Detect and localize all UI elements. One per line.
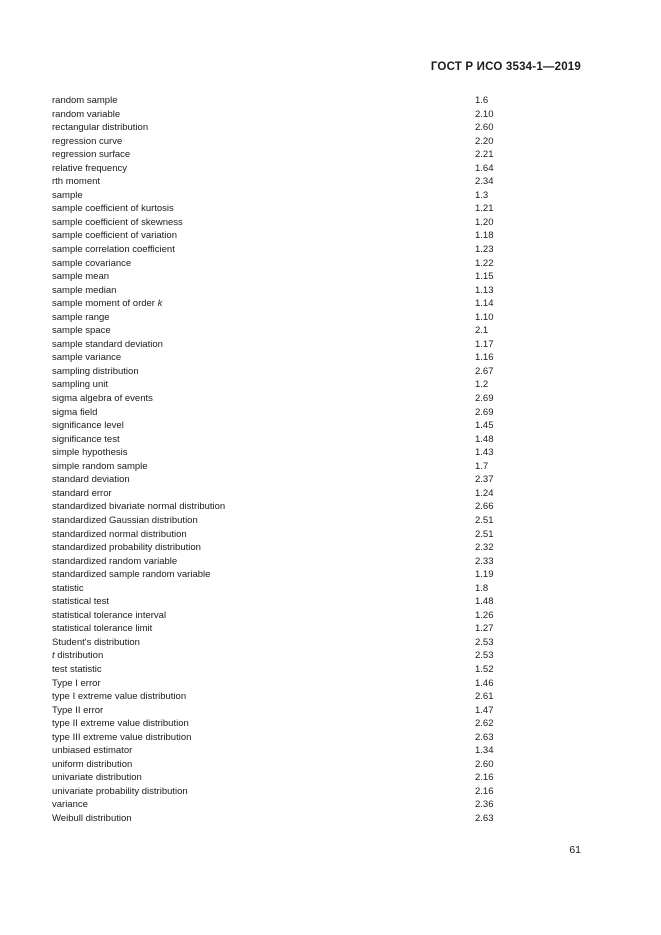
index-term bbox=[52, 162, 127, 176]
index-entry bbox=[52, 365, 512, 379]
index-entry bbox=[52, 446, 512, 460]
index-term-text: sample standard deviation bbox=[52, 338, 163, 350]
index-ref: 2.21 bbox=[475, 149, 494, 161]
index-term bbox=[52, 257, 131, 271]
index-ref: 2.37 bbox=[475, 474, 494, 486]
index-ref: 1.20 bbox=[475, 216, 494, 228]
index-ref: 2.63 bbox=[475, 731, 494, 743]
index-term-text: sample variance bbox=[52, 352, 122, 364]
index-ref: 1.19 bbox=[475, 569, 494, 581]
index-ref: 2.32 bbox=[475, 542, 494, 554]
index-ref: 2.66 bbox=[475, 501, 494, 513]
index-ref: 2.63 bbox=[475, 812, 494, 824]
index-entry bbox=[52, 568, 512, 582]
index-term-italic: t bbox=[52, 650, 55, 662]
index-term-text: statistical tolerance interval bbox=[52, 609, 167, 621]
index-ref: 2.34 bbox=[475, 176, 494, 188]
index-term-text: rth moment bbox=[52, 176, 101, 188]
index-entry bbox=[52, 609, 512, 623]
index-entry bbox=[52, 555, 512, 569]
index-term-text: sample median bbox=[52, 284, 117, 296]
index-term bbox=[52, 731, 191, 745]
index-entry bbox=[52, 392, 512, 406]
index-entry bbox=[52, 798, 512, 812]
index-term-text: random variable bbox=[52, 108, 121, 120]
index-term-text: sample moment of order bbox=[52, 298, 158, 310]
index-term bbox=[52, 94, 117, 108]
index-ref: 2.62 bbox=[475, 718, 494, 730]
index-ref: 1.23 bbox=[475, 244, 494, 256]
index-entry bbox=[52, 324, 512, 338]
index-entry bbox=[52, 406, 512, 420]
index-term-text: univariate distribution bbox=[52, 772, 142, 784]
index-term bbox=[52, 528, 187, 542]
index-term-text: test statistic bbox=[52, 663, 102, 675]
index-ref: 2.10 bbox=[475, 108, 494, 120]
index-entry bbox=[52, 94, 512, 108]
index-term bbox=[52, 338, 163, 352]
index-term bbox=[52, 541, 201, 555]
index-entry bbox=[52, 108, 512, 122]
index-entry bbox=[52, 148, 512, 162]
index-term bbox=[52, 229, 177, 243]
index-term-text: sample mean bbox=[52, 271, 110, 283]
index-entry bbox=[52, 582, 512, 596]
index-term-text: significance level bbox=[52, 420, 124, 432]
index-entry bbox=[52, 487, 512, 501]
index-term-text: significance test bbox=[52, 433, 120, 445]
index-term-text: simple random sample bbox=[52, 460, 148, 472]
index-term-text: simple hypothesis bbox=[52, 447, 128, 459]
index-entry bbox=[52, 690, 512, 704]
index-entry bbox=[52, 229, 512, 243]
index-entry bbox=[52, 677, 512, 691]
index-entry bbox=[52, 785, 512, 799]
index-term bbox=[52, 202, 174, 216]
index-term bbox=[52, 487, 112, 501]
index-term-text: univariate probability distribution bbox=[52, 785, 188, 797]
index-term bbox=[52, 636, 140, 650]
index-term-text: standardized random variable bbox=[52, 555, 178, 567]
index-term bbox=[52, 663, 102, 677]
index-term bbox=[52, 798, 88, 812]
index-term-text: type III extreme value distribution bbox=[52, 731, 192, 743]
index-term-text: sample range bbox=[52, 311, 110, 323]
index-ref: 1.48 bbox=[475, 596, 494, 608]
index-term bbox=[52, 297, 162, 311]
index-ref: 1.18 bbox=[475, 230, 494, 242]
index-term bbox=[52, 406, 97, 420]
index-term-text: sigma field bbox=[52, 406, 98, 418]
index-ref: 2.1 bbox=[475, 325, 489, 337]
index-term bbox=[52, 473, 130, 487]
index-entry bbox=[52, 731, 512, 745]
index-ref: 1.3 bbox=[475, 189, 489, 201]
index-term bbox=[52, 704, 103, 718]
index-entry bbox=[52, 744, 512, 758]
index-term bbox=[52, 419, 124, 433]
index-ref: 1.52 bbox=[475, 663, 494, 675]
index-term bbox=[52, 446, 128, 460]
index-ref: 1.6 bbox=[475, 95, 489, 106]
index-term-text: standardized sample random variable bbox=[52, 569, 211, 581]
index-term bbox=[52, 677, 101, 691]
index-term bbox=[52, 568, 210, 582]
index-term-text: type I extreme value distribution bbox=[52, 691, 187, 703]
index-term-text: Type I error bbox=[52, 677, 101, 689]
index-ref: 1.46 bbox=[475, 677, 494, 689]
index-term-text: regression surface bbox=[52, 149, 131, 161]
index-entry bbox=[52, 175, 512, 189]
index-ref: 1.27 bbox=[475, 623, 494, 635]
index-term bbox=[52, 392, 153, 406]
index-term-text: rectangular distribution bbox=[52, 122, 149, 134]
index-term-text: Type II error bbox=[52, 704, 104, 716]
index-term bbox=[52, 243, 175, 257]
index-term bbox=[52, 758, 132, 772]
index-ref: 2.51 bbox=[475, 514, 494, 526]
index-term-text: sample coefficient of skewness bbox=[52, 216, 183, 228]
index-entry bbox=[52, 297, 512, 311]
index-term-text: sample correlation coefficient bbox=[52, 244, 175, 256]
index-term-text: sample covariance bbox=[52, 257, 132, 269]
index-ref: 1.13 bbox=[475, 284, 494, 296]
index-term-text: sample bbox=[52, 189, 83, 201]
index-entry bbox=[52, 473, 512, 487]
index-ref: 2.69 bbox=[475, 406, 494, 418]
index-term bbox=[52, 108, 120, 122]
index-ref: 2.20 bbox=[475, 135, 494, 147]
index-term-text: sigma algebra of events bbox=[52, 393, 153, 405]
index-entry bbox=[52, 338, 512, 352]
index-entry bbox=[52, 121, 512, 135]
index-term-text: variance bbox=[52, 799, 88, 811]
index-ref: 2.33 bbox=[475, 555, 494, 567]
index-ref: 1.21 bbox=[475, 203, 494, 215]
index-term-text: distribution bbox=[54, 650, 104, 662]
index-term-text: regression curve bbox=[52, 135, 123, 147]
index-ref: 1.47 bbox=[475, 704, 494, 716]
index-term-text: sampling unit bbox=[52, 379, 108, 391]
document-header: ГОСТ Р ИСО 3534-1—2019 bbox=[430, 61, 581, 73]
index-term bbox=[52, 311, 110, 325]
index-entry bbox=[52, 758, 512, 772]
index-term bbox=[52, 175, 100, 189]
index-ref: 1.34 bbox=[475, 745, 494, 757]
index-term-text: standardized bivariate normal distribution bbox=[52, 501, 226, 513]
index-list bbox=[52, 94, 512, 826]
index-term-text: sampling distribution bbox=[52, 365, 139, 377]
index-term bbox=[52, 270, 109, 284]
index-term bbox=[52, 555, 177, 569]
index-ref: 1.22 bbox=[475, 257, 494, 269]
index-term-text: standardized Gaussian distribution bbox=[52, 514, 198, 526]
index-entry bbox=[52, 378, 512, 392]
index-term-text: uniform distribution bbox=[52, 758, 133, 770]
index-ref: 1.10 bbox=[475, 311, 494, 323]
index-entry bbox=[52, 663, 512, 677]
index-entry bbox=[52, 812, 512, 826]
index-entry bbox=[52, 135, 512, 149]
index-term bbox=[52, 365, 139, 379]
index-ref: 2.16 bbox=[475, 772, 494, 784]
index-entry bbox=[52, 636, 512, 650]
index-term bbox=[52, 216, 183, 230]
index-ref: 1.45 bbox=[475, 420, 494, 432]
index-entry bbox=[52, 622, 512, 636]
index-term bbox=[52, 378, 108, 392]
index-ref: 1.64 bbox=[475, 162, 494, 174]
index-ref: 1.43 bbox=[475, 447, 494, 459]
index-entry bbox=[52, 216, 512, 230]
index-term bbox=[52, 690, 186, 704]
index-ref: 2.69 bbox=[475, 393, 494, 405]
index-ref: 1.15 bbox=[475, 271, 494, 283]
index-entry bbox=[52, 460, 512, 474]
index-entry bbox=[52, 514, 512, 528]
index-entry bbox=[52, 528, 512, 542]
index-ref: 1.17 bbox=[475, 338, 494, 350]
index-term bbox=[52, 622, 152, 636]
index-term-text: Student's distribution bbox=[52, 636, 140, 648]
index-term bbox=[52, 460, 148, 474]
index-term-text: standardized probability distribution bbox=[52, 542, 201, 554]
index-term bbox=[52, 189, 83, 203]
index-ref: 2.60 bbox=[475, 758, 494, 770]
index-term-text: sample coefficient of variation bbox=[52, 230, 177, 242]
index-entry bbox=[52, 500, 512, 514]
index-entry bbox=[52, 419, 512, 433]
index-ref: 2.61 bbox=[475, 691, 494, 703]
index-ref: 2.16 bbox=[475, 785, 494, 797]
index-term-text: standard deviation bbox=[52, 474, 130, 486]
index-entry bbox=[52, 311, 512, 325]
index-term bbox=[52, 135, 122, 149]
index-ref: 1.2 bbox=[475, 379, 489, 391]
index-term bbox=[52, 324, 111, 338]
index-term bbox=[52, 500, 225, 514]
index-term bbox=[52, 717, 189, 731]
index-term-text: sample coefficient of kurtosis bbox=[52, 203, 174, 215]
index-term-text: unbiased estimator bbox=[52, 745, 133, 757]
index-ref: 2.51 bbox=[475, 528, 494, 540]
page-number: 61 bbox=[569, 844, 581, 856]
index-entry bbox=[52, 717, 512, 731]
index-ref: 1.16 bbox=[475, 352, 494, 364]
index-term-text: sample space bbox=[52, 325, 111, 337]
index-ref: 2.36 bbox=[475, 799, 494, 811]
index-entry bbox=[52, 351, 512, 365]
index-entry bbox=[52, 433, 512, 447]
index-term bbox=[52, 351, 121, 365]
index-term-text: type II extreme value distribution bbox=[52, 718, 189, 730]
index-term bbox=[52, 812, 132, 826]
index-ref: 1.48 bbox=[475, 433, 494, 445]
index-entry bbox=[52, 162, 512, 176]
index-term-text: relative frequency bbox=[52, 162, 127, 174]
index-ref: 1.26 bbox=[475, 609, 494, 621]
index-term bbox=[52, 121, 148, 135]
index-term bbox=[52, 433, 120, 447]
index-term bbox=[52, 649, 103, 663]
index-term bbox=[52, 148, 130, 162]
index-entry bbox=[52, 771, 512, 785]
index-entry bbox=[52, 649, 512, 663]
index-entry bbox=[52, 257, 512, 271]
index-term-text: statistical tolerance limit bbox=[52, 623, 153, 635]
index-term bbox=[52, 514, 198, 528]
index-entry bbox=[52, 270, 512, 284]
index-entry bbox=[52, 243, 512, 257]
index-term-text: random sample bbox=[52, 95, 118, 106]
index-entry bbox=[52, 704, 512, 718]
index-entry bbox=[52, 284, 512, 298]
index-term bbox=[52, 785, 188, 799]
index-ref: 1.24 bbox=[475, 487, 494, 499]
index-term bbox=[52, 595, 109, 609]
index-entry bbox=[52, 189, 512, 203]
index-ref: 1.7 bbox=[475, 460, 489, 472]
index-term bbox=[52, 284, 116, 298]
index-term-text: Weibull distribution bbox=[52, 812, 132, 824]
index-term bbox=[52, 771, 142, 785]
index-term-text: standardized normal distribution bbox=[52, 528, 187, 540]
index-entry bbox=[52, 595, 512, 609]
index-ref: 2.67 bbox=[475, 365, 494, 377]
index-term-text: standard error bbox=[52, 487, 112, 499]
index-ref: 1.8 bbox=[475, 582, 489, 594]
index-term bbox=[52, 609, 166, 623]
index-ref: 2.53 bbox=[475, 636, 494, 648]
index-term-text: statistical test bbox=[52, 596, 110, 608]
index-term-text: statistic bbox=[52, 582, 84, 594]
index-entry bbox=[52, 202, 512, 216]
index-term bbox=[52, 582, 84, 596]
index-term-italic: k bbox=[157, 298, 163, 310]
index-entry bbox=[52, 541, 512, 555]
index-term bbox=[52, 744, 132, 758]
index-ref: 2.53 bbox=[475, 650, 494, 662]
index-ref: 2.60 bbox=[475, 122, 494, 134]
index-ref: 1.14 bbox=[475, 298, 494, 310]
